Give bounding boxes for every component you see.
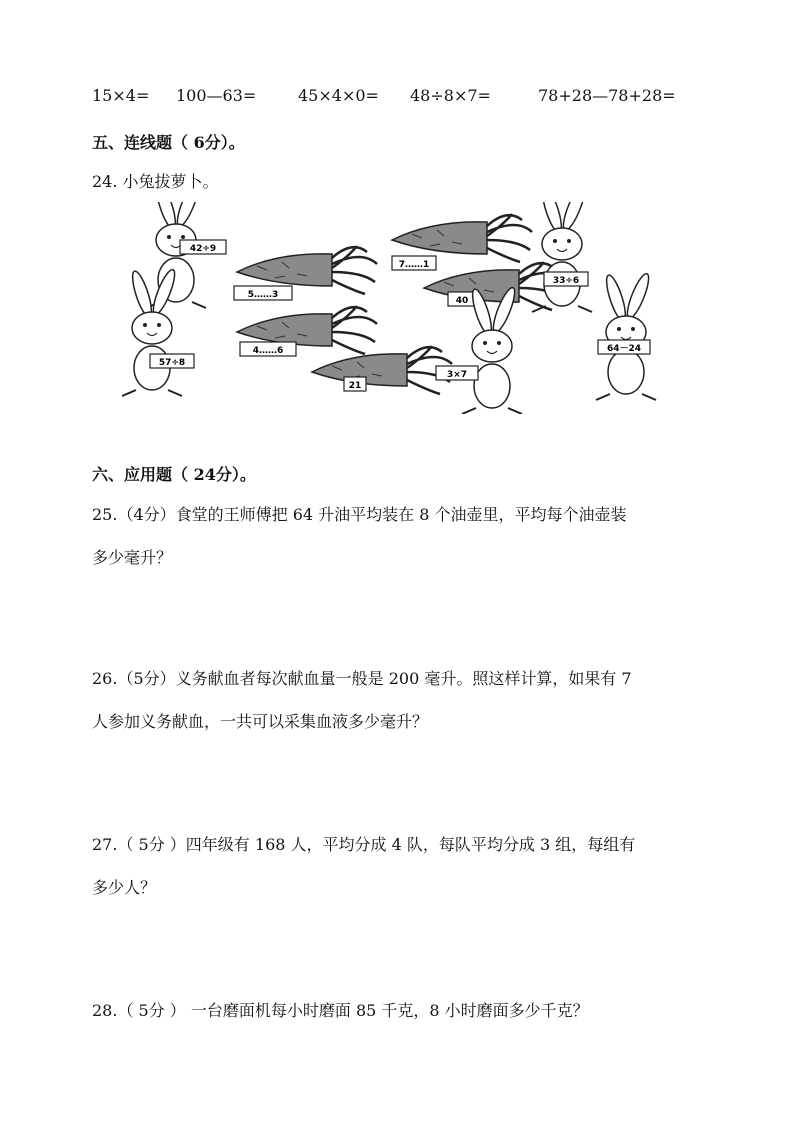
section5-title: 五、连线题（ 6分）。	[92, 133, 245, 152]
carrot-2	[237, 306, 377, 356]
carrot-5	[424, 262, 564, 310]
question-25-line-1: 25.（4分）食堂的王师傅把 64 升油平均装在 8 个油壶里，平均每个油壶装	[92, 505, 627, 524]
rabbit-carrot-figure	[112, 202, 692, 414]
question-25-line-2: 多少毫升？	[92, 548, 173, 567]
carrot-1	[234, 246, 377, 300]
carrot-label-1: 5……3	[247, 290, 279, 300]
calc-item-4: 48÷8×7=	[410, 86, 491, 105]
calc-item-3: 45×4×0=	[298, 86, 379, 105]
rabbit-5	[596, 271, 656, 400]
carrot-3	[312, 346, 452, 394]
rabbit-label-1: 42÷9	[189, 244, 217, 254]
rabbit-label-2: 57÷8	[158, 358, 186, 368]
carrot-4	[392, 214, 532, 270]
question-26-line-2: 人参加义务献血，一共可以采集血液多少毫升？	[92, 712, 429, 731]
rabbit-label-4: 3×7	[446, 370, 468, 380]
carrot-label-4: 7……1	[398, 260, 430, 270]
carrot-label-3: 21	[348, 381, 362, 391]
question-27-line-2: 多少人？	[92, 878, 157, 897]
rabbit-label-5: 64－24	[606, 344, 642, 354]
rabbit-label-3: 33÷6	[552, 276, 580, 286]
question-24: 24. 小兔拔萝卜。	[92, 172, 219, 191]
carrot-label-5: 40	[455, 296, 469, 306]
calc-item-2: 100—63=	[176, 86, 257, 105]
section6-title: 六、应用题（ 24分）。	[92, 465, 256, 484]
calc-item-1: 15×4=	[92, 86, 150, 105]
calc-item-5: 78+28—78+28=	[538, 86, 676, 105]
question-26-line-1: 26.（5分）义务献血者每次献血量一般是 200 毫升。照这样计算，如果有 7	[92, 669, 632, 688]
question-27-line-1: 27.（ 5分 ）四年级有 168 人，平均分成 4 队，每队平均分成 3 组，每组有	[92, 835, 636, 854]
question-28: 28.（ 5分 ） 一台磨面机每小时磨面 85 千克，8 小时磨面多少千克？	[92, 1001, 589, 1020]
rabbit-3	[532, 202, 592, 312]
carrot-label-2: 4……6	[252, 346, 284, 356]
